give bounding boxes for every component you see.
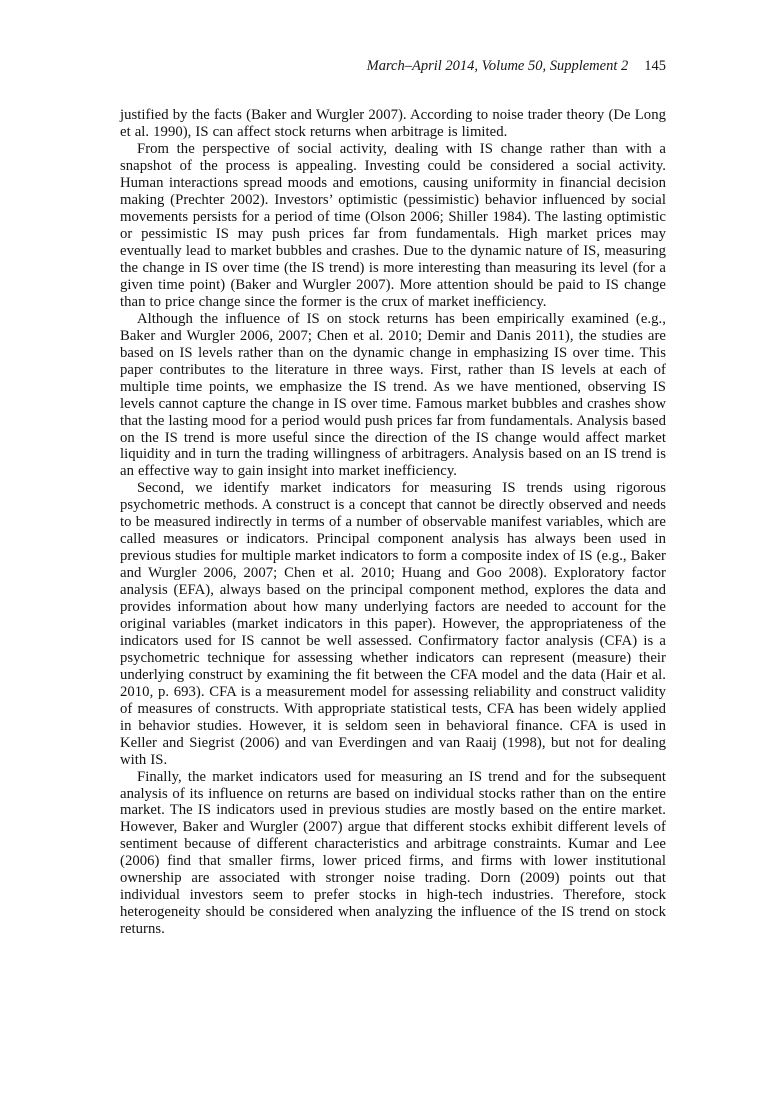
journal-citation: March–April 2014, Volume 50, Supplement 2 [366,58,629,74]
text-column [120,58,666,938]
running-head [120,58,666,75]
paragraph-4: Second, we identify market indicators for measuring IS trends using rigorous psychometric methods. A construct is a concept that cannot be directly observed and needs to be measured indirectly in terms of a number of observable manifest variables, which are called measures or indicators. Principal component analysis has always been used in previous studies for multiple market indicators to form a composite index of IS (e.g., Baker and Wurgler 2006, 2007; Chen et al. 2010; Huang and Goo 2008). Exploratory factor analysis (EFA), always based on the principal component method, explores the data and provides information about how many underlying factors are needed to account for the original variables (market indicators in this paper). However, the appropriateness of the indicators used for IS cannot be well assessed. Confirmatory factor analysis (CFA) is a psychometric technique for assessing whether indicators can represent (measure) their underlying construct by examining the fit between the CFA model and the data (Hair et al. 2010, p. 693). CFA is a measurement model for assessing reliability and construct validity of measures of constructs. With appropriate statistical tests, CFA has been widely applied in behavior studies. However, it is seldom seen in behavioral finance. CFA is used in Keller and Siegrist (2006) and van Everdingen and van Raaij (1998), but not for dealing with IS. [120,480,666,768]
paragraph-2: From the perspective of social activity, dealing with IS change rather than with a snapshot of the process is appealing. Investing could be considered a social activity. Human interactions spread moods and emotions, causing uniformity in financial decision making (Prechter 2002). Investors’ optimistic (pessimistic) behavior influenced by social movements persists for a period of time (Olson 2006; Shiller 1984). The lasting optimistic or pessimistic IS may push prices far from fundamentals. High market prices may eventually lead to market bubbles and crashes. Due to the dynamic nature of IS, measuring the change in IS over time (the IS trend) is more interesting than measuring its level (for a given time point) (Baker and Wurgler 2007). More attention should be paid to IS change than to price change since the former is the crux of market inefficiency. [120,141,666,310]
paragraph-5: Finally, the market indicators used for measuring an IS trend and for the subsequent analysis of its influence on returns are based on individual stocks rather than on the entire market. The IS indicators used in previous studies are mostly based on the entire market. However, Baker and Wurgler (2007) argue that different stocks exhibit different levels of sentiment because of different characteristics and arbitrage constraints. Kumar and Lee (2006) find that smaller firms, lower priced firms, and firms with lower institutional ownership are associated with stronger noise trading. Dorn (2009) points out that individual investors seem to prefer stocks in high-tech industries. Therefore, stock heterogeneity should be considered when analyzing the influence of the IS trend on stock returns. [120,768,666,938]
body-text [120,107,666,938]
page-number: 145 [644,58,666,74]
paragraph-1: justified by the facts (Baker and Wurgler 2007). According to noise trader theory (De Long et al. 1990), IS can affect stock returns when arbitrage is limited. [120,107,666,141]
paragraph-3: Although the influence of IS on stock returns has been empirically examined (e.g., Baker and Wurgler 2006, 2007; Chen et al. 2010; Demir and Danis 2011), the studies are based on IS levels rather than on the dynamic change in emphasizing IS over time. This paper contributes to the literature in three ways. First, rather than IS levels at each of multiple time points, we emphasize the IS trend. As we have mentioned, observing IS levels cannot capture the change in IS over time. Famous market bubbles and crashes show that the lasting mood for a period would push prices far from fundamentals. Analysis based on the IS trend is more useful since the direction of the IS change would affect market liquidity and in turn the trading willingness of arbitragers. Analysis based on an IS trend is an effective way to gain insight into market inefficiency. [120,310,666,480]
